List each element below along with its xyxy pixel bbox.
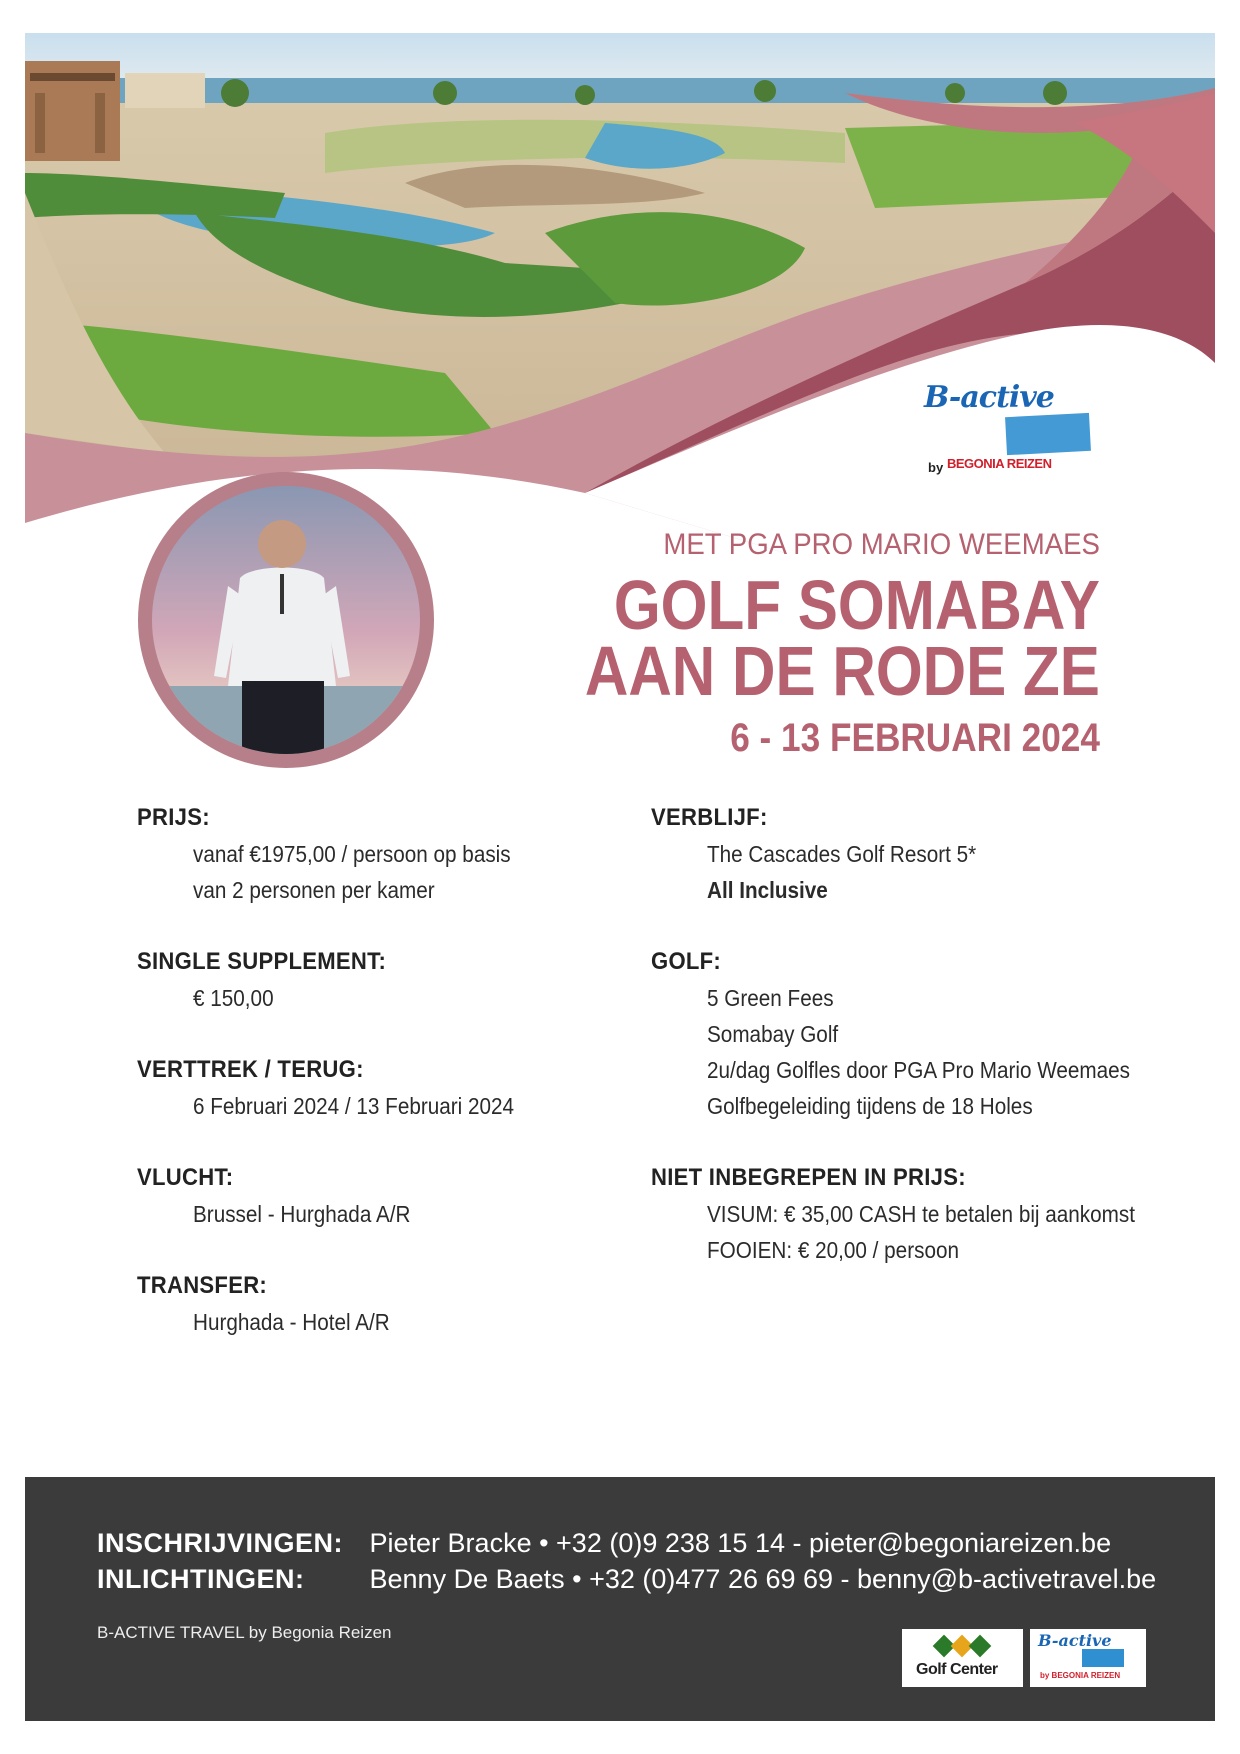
section-line: FOOIEN: € 20,00 / persoon	[707, 1237, 959, 1263]
portrait-circle	[138, 472, 434, 768]
info-column-right	[651, 800, 1171, 1304]
logo-stamp	[1082, 1649, 1124, 1667]
section-heading: TRANSFER:	[137, 1272, 268, 1299]
registration-row	[97, 1528, 1111, 1559]
logo-stamp	[1005, 413, 1091, 455]
registration-contact[interactable]: Pieter Bracke • +32 (0)9 238 15 14 - pieter@begoniareizen.be	[369, 1528, 1112, 1558]
section-line: 6 Februari 2024 / 13 Februari 2024	[193, 1093, 515, 1119]
section-heading: PRIJS:	[137, 804, 210, 831]
section-vlucht	[137, 1160, 657, 1232]
logo-company: BEGONIA REIZEN	[947, 456, 1052, 471]
section-heading: VLUCHT:	[137, 1164, 234, 1191]
logo-wordmark: B-active	[924, 380, 1054, 415]
info-label: INLICHTINGEN:	[97, 1564, 305, 1594]
section-line: Somabay Golf	[707, 1021, 839, 1047]
section-line: 5 Green Fees	[707, 985, 834, 1011]
section-niet-inbegrepen	[651, 1160, 1171, 1268]
small-logo-sub: by BEGONIA REIZEN	[1040, 1671, 1121, 1680]
b-active-small-logo	[1030, 1629, 1146, 1687]
diamond-icon	[969, 1635, 992, 1658]
info-row	[97, 1564, 1156, 1595]
section-vertrek-terug	[137, 1052, 657, 1124]
golf-center-logo	[902, 1629, 1023, 1687]
section-line: Hurghada - Hotel A/R	[193, 1309, 390, 1335]
registration-label: INSCHRIJVINGEN:	[97, 1528, 344, 1558]
section-line: The Cascades Golf Resort 5*	[707, 841, 977, 867]
info-column-left	[137, 800, 657, 1376]
b-active-logo	[920, 380, 1100, 495]
section-line: vanaf €1975,00 / persoon op basis	[193, 841, 511, 867]
footer-note: B-ACTIVE TRAVEL by Begonia Reizen	[97, 1623, 392, 1642]
section-verblijf	[651, 800, 1171, 908]
section-line: Brussel - Hurghada A/R	[193, 1201, 411, 1227]
section-transfer	[137, 1268, 657, 1340]
section-line: VISUM: € 35,00 CASH te betalen bij aankomst	[707, 1201, 1136, 1227]
portrait-photo	[152, 486, 420, 754]
section-heading: VERTTREK / TERUG:	[137, 1056, 364, 1083]
main-title	[584, 566, 1100, 710]
footer	[25, 1477, 1215, 1721]
section-line: 2u/dag Golfles door PGA Pro Mario Weemaes	[707, 1057, 1131, 1083]
title-line-1: GOLF SOMABAY	[613, 566, 1100, 644]
title-line-2: AAN DE RODE ZE	[584, 632, 1100, 710]
section-line: All Inclusive	[707, 877, 828, 903]
title-block	[501, 528, 1100, 761]
section-prijs	[137, 800, 657, 908]
event-dates: 6 - 13 FEBRUARI 2024	[730, 716, 1100, 760]
logo-by: by	[928, 460, 944, 475]
section-heading: NIET INBEGREPEN IN PRIJS:	[651, 1164, 966, 1191]
section-line: van 2 personen per kamer	[193, 877, 435, 903]
small-logo-wordmark: B-active	[1038, 1631, 1112, 1650]
info-contact[interactable]: Benny De Baets • +32 (0)477 26 69 69 - benny@b-activetravel.be	[369, 1564, 1157, 1594]
section-line: € 150,00	[193, 985, 274, 1011]
section-golf	[651, 944, 1171, 1124]
golf-center-text: Golf Center	[916, 1661, 998, 1678]
section-single-supplement	[137, 944, 657, 1016]
subtitle: MET PGA PRO MARIO WEEMAES	[663, 528, 1100, 561]
section-heading: SINGLE SUPPLEMENT:	[137, 948, 387, 975]
section-line: Golfbegeleiding tijdens de 18 Holes	[707, 1093, 1033, 1119]
section-heading: VERBLIJF:	[651, 804, 768, 831]
section-heading: GOLF:	[651, 948, 722, 975]
